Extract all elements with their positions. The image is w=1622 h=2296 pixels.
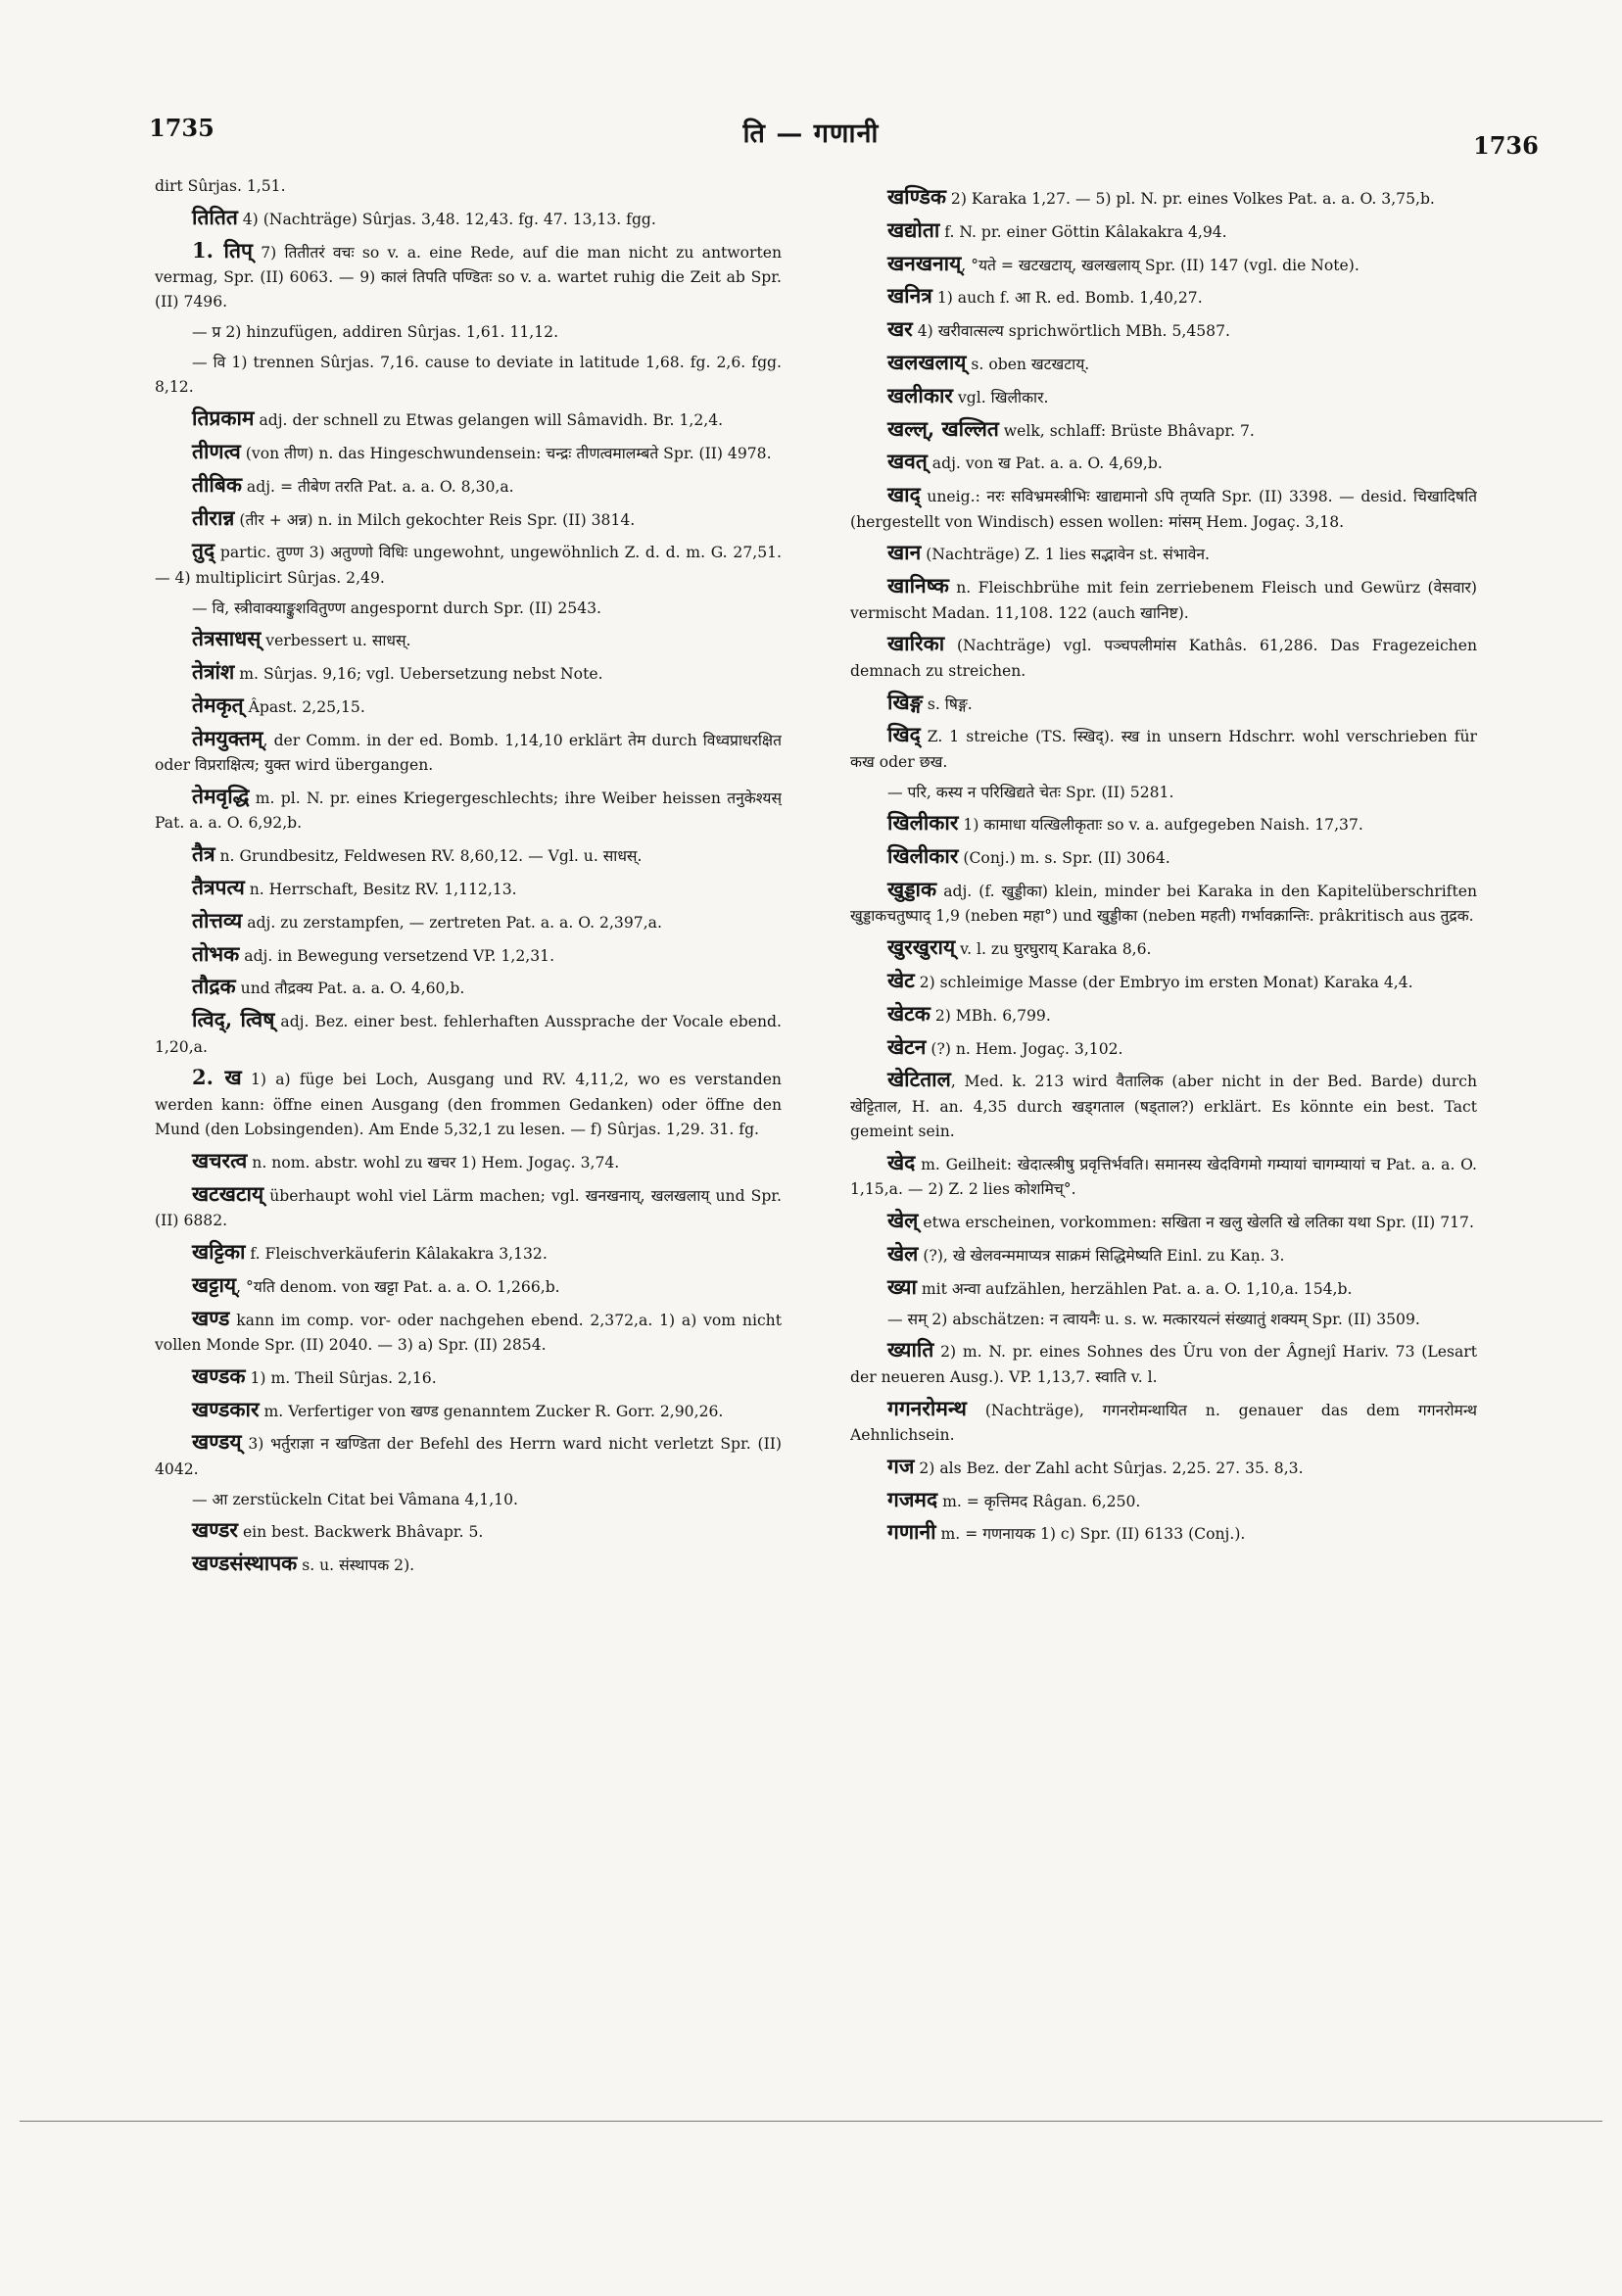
entry-text: kann im comp. vor- oder nachgehen ebend. 2,372,a. 1) a) vom nicht vollen Monde Spr. (II) 2040. — 3) a) Spr. (II) 2854. <box>155 1311 782 1354</box>
dictionary-entry <box>850 1001 1477 1028</box>
dictionary-entry <box>155 1363 782 1391</box>
entry-text: uneig.: नरः सविभ्रमस्त्रीभिः खाद्यमानो ऽपि तृप्यति Spr. (II) 3398. — desid. चिखादिषति (hergestellt von Windisch) essen wollen: मांसम् Hem. Jogaç. 3,18. <box>850 488 1477 531</box>
entry-headword: खण्डिक <box>887 184 946 209</box>
entry-text: 2) MBh. 6,799. <box>930 1006 1051 1025</box>
dictionary-entry <box>850 449 1477 476</box>
dictionary-entry <box>155 1517 782 1545</box>
dictionary-entry <box>850 383 1477 410</box>
entry-text: (?), खे खेलवन्ममाप्यत्र साक्रमं सिद्धिमेष्यति Einl. zu Kaṇ. 3. <box>918 1246 1285 1265</box>
entry-text: mit अन्वा aufzählen, herzählen Pat. a. a. O. 1,10,a. 154,b. <box>916 1279 1353 1298</box>
dictionary-entry <box>850 316 1477 344</box>
page-number-left: 1735 <box>149 114 215 142</box>
entry-text: 7) तितीतरं वचः so v. a. eine Rede, auf die man nicht zu antworten vermag, Spr. (II) 6063. — 9) कालं तिपति पण्डितः so v. a. wartet ruhig die Zeit ab Spr. (II) 7496. <box>155 243 782 311</box>
entry-headword: खारिका <box>887 631 945 656</box>
entry-text: , Med. k. 213 wird वैतालिक (aber nicht in der Bed. Barde) durch खेट्टिताल, H. an. 4,35 durch खड्गताल (षड्ताल?) erklärt. Es könnte ein best. Tact gemeint sein. <box>850 1073 1477 1141</box>
dictionary-entry <box>850 1454 1477 1481</box>
dictionary-entry <box>850 631 1477 684</box>
dictionary-entry <box>155 1488 782 1512</box>
entry-text: adj. Bez. einer best. fehlerhaften Aussprache der Vocale ebend. 1,20,a. <box>155 1013 782 1056</box>
entry-text: vgl. खिलीकार. <box>953 388 1049 407</box>
entry-headword: खलखलाय् <box>887 349 967 374</box>
entry-text: n. Grundbesitz, Feldwesen RV. 8,60,12. — Vgl. u. साधस्. <box>215 847 643 866</box>
entry-text: welk, schlaff: Brüste Bhâvapr. 7. <box>998 421 1255 440</box>
dictionary-entry <box>850 482 1477 535</box>
entry-headword: खण्डकार <box>192 1396 260 1421</box>
entry-headword: खिलीकार <box>887 843 959 869</box>
dictionary-entry <box>850 1396 1477 1449</box>
dictionary-entry <box>850 1067 1477 1144</box>
entry-text: m. = गणनायक 1) c) Spr. (II) 6133 (Conj.). <box>935 1525 1246 1544</box>
entry-text: — आ zerstückeln Citat bei Vâmana 4,1,10. <box>192 1490 518 1508</box>
dictionary-entry <box>155 726 782 779</box>
right-column <box>850 184 1477 1553</box>
entry-text: 2) als Bez. der Zahl acht Sûrjas. 2,25. 27. 35. 8,3. <box>914 1459 1304 1477</box>
dictionary-entry <box>155 908 782 935</box>
dictionary-entry <box>850 1519 1477 1547</box>
entry-text: — सम् 2) abschätzen: न त्वायनैः u. s. w. मत्कारयत्नं संख्यातुं शक्यम् Spr. (II) 3509. <box>887 1310 1420 1328</box>
entry-headword: खद्योता <box>887 216 940 242</box>
entry-headword: तैत्र <box>192 841 215 867</box>
entry-text: etwa erscheinen, vorkommen: सखिता न खलु खेलति खे लतिका यथा Spr. (II) 717. <box>918 1214 1474 1232</box>
entry-text: und तौद्रक्य Pat. a. a. O. 4,60,b. <box>235 980 465 998</box>
entry-headword: खण्डक <box>192 1363 246 1388</box>
dictionary-entry <box>850 781 1477 805</box>
entry-headword: गजमद <box>887 1486 938 1511</box>
dictionary-entry <box>155 1239 782 1267</box>
dictionary-entry <box>155 1397 782 1424</box>
entry-text: n. Herrschaft, Besitz RV. 1,112,13. <box>244 880 517 898</box>
entry-text: partic. तुण्ण 3) अतुण्णो विधिः ungewohnt, ungewöhnlich Z. d. d. m. G. 27,51. — 4) multiplicirt Sûrjas. 2,49. <box>155 544 782 587</box>
dictionary-entry <box>155 1551 782 1578</box>
dictionary-entry <box>850 283 1477 311</box>
entry-text: m. pl. N. pr. eines Kriegergeschlechts; ihre Weiber heissen तनुकेश्यस् Pat. a. a. O. 6,92,b. <box>155 789 782 833</box>
dictionary-entry <box>155 439 782 466</box>
entry-text: ein best. Backwerk Bhâvapr. 5. <box>237 1523 484 1542</box>
entry-text: dirt Sûrjas. 1,51. <box>155 177 286 195</box>
page-number-right: 1736 <box>1473 131 1539 160</box>
entry-headword: 1. तिप् <box>192 237 253 263</box>
entry-text: (Conj.) m. s. Spr. (II) 3064. <box>958 849 1170 868</box>
entry-text: 2) m. N. pr. eines Sohnes des Ûru von der Âgnejî Hariv. 73 (Lesart der neueren Ausg.). VP. 1,13,7. स्वाति v. l. <box>850 1343 1477 1386</box>
entry-text: Z. 1 streiche (TS. स्खिद्). स्ख in unsern Hdschrr. wohl verschrieben für कख oder छख. <box>850 728 1477 771</box>
entry-text: s. u. संस्थापक 2). <box>297 1556 415 1575</box>
entry-text: m. Verfertiger von खण्ड genanntem Zucker R. Gorr. 2,90,26. <box>259 1402 724 1420</box>
dictionary-entry <box>850 540 1477 567</box>
entry-headword: तीणत्व <box>192 439 241 463</box>
dictionary-entry <box>155 351 782 401</box>
entry-text: s. षिङ्ग. <box>922 694 973 713</box>
entry-text: verbessert u. साधस्. <box>261 632 411 650</box>
entry-text: adj. zu zerstampfen, — zertreten Pat. a. a. O. 2,397,a. <box>242 913 662 932</box>
dictionary-entry <box>850 810 1477 837</box>
dictionary-entry <box>155 875 782 902</box>
entry-text: — प्र 2) hinzufügen, addiren Sûrjas. 1,61. 11,12. <box>192 323 559 342</box>
entry-text: adj. (f. खुड्डीका) klein, minder bei Karaka in den Kapitelüberschriften खुड्डाकचतुष्पाद् 1,9 (neben महा°) und खुड्डीका (neben महती) गर्भावक्रान्तिः. prâkritisch aus तुद्रक. <box>850 882 1477 926</box>
entry-text: — परि, कस्य न परिखिद्यते चेतः Spr. (II) 5281. <box>887 783 1174 801</box>
dictionary-entry <box>850 1034 1477 1062</box>
dictionary-entry <box>155 406 782 433</box>
entry-text: 2) Karaka 1,27. — 5) pl. N. pr. eines Volkes Pat. a. a. O. 3,75,b. <box>945 190 1435 208</box>
dictionary-entry <box>850 217 1477 245</box>
dictionary-entry <box>155 693 782 720</box>
entry-text: , der Comm. in der ed. Bomb. 1,14,10 erklärt तेम durch विध्वप्राधरक्षित oder विप्रराक्षित्य; युक्त wird übergangen. <box>155 731 782 775</box>
dictionary-entry <box>155 238 782 315</box>
entry-text: 4) खरीवात्सल्य sprichwörtlich MBh. 5,4587. <box>912 322 1230 341</box>
entry-text: Âpast. 2,25,15. <box>243 697 365 716</box>
entry-text: adj. von ख Pat. a. a. O. 4,69,b. <box>927 454 1163 473</box>
dictionary-entry <box>850 1308 1477 1332</box>
entry-text: adj. in Bewegung versetzend VP. 1,2,31. <box>239 946 555 965</box>
dictionary-entry <box>155 1148 782 1175</box>
entry-headword: खण्ड <box>192 1305 230 1330</box>
entry-headword: तितित <box>192 204 238 229</box>
entry-headword: तेमकृत् <box>192 692 244 717</box>
entry-headword: तेत्रसाधस् <box>192 626 262 651</box>
dictionary-entry <box>155 1181 782 1234</box>
entry-headword: तौद्रक <box>192 974 236 999</box>
entry-text: f. N. pr. einer Göttin Kâlakakra 4,94. <box>939 222 1227 241</box>
entry-headword: तेमयुक्तम् <box>192 725 263 750</box>
entry-text: 2) schleimige Masse (der Embryo im ersten Monat) Karaka 4,4. <box>914 973 1413 991</box>
entry-headword: तीरान्न <box>192 504 235 530</box>
entry-text: adj. der schnell zu Etwas gelangen will Sâmavidh. Br. 1,2,4. <box>254 411 724 430</box>
entry-headword: खान <box>887 540 922 565</box>
entry-headword: गणानी <box>887 1519 936 1545</box>
entry-headword: खेटन <box>887 1033 927 1059</box>
dictionary-entry <box>155 1065 782 1142</box>
entry-headword: खिङ्ग <box>887 689 923 714</box>
dictionary-entry <box>155 941 782 969</box>
entry-text: 4) (Nachträge) Sûrjas. 3,48. 12,43. fg. 47. 13,13. fgg. <box>237 210 656 228</box>
entry-text: v. l. zu घुरघुराय् Karaka 8,6. <box>955 940 1152 959</box>
entry-text: (Nachträge) Z. 1 lies सद्भावेन st. संभावेन. <box>921 546 1210 564</box>
entry-headword: तोत्तव्य <box>192 907 243 933</box>
dictionary-entry <box>850 1337 1477 1390</box>
entry-text: m. Sûrjas. 9,16; vgl. Uebersetzung nebst Note. <box>234 665 603 684</box>
entry-headword: खवत् <box>887 449 928 474</box>
dictionary-entry <box>850 877 1477 930</box>
dictionary-entry <box>850 968 1477 995</box>
entry-headword: खण्डर <box>192 1517 238 1543</box>
entry-headword: खेटक <box>887 1000 930 1026</box>
entry-headword: खुरखुराय् <box>887 934 956 960</box>
entry-headword: ख्या <box>887 1273 917 1299</box>
dictionary-entry <box>155 784 782 837</box>
entry-headword: खनित्र <box>887 283 932 309</box>
entry-headword: खेद <box>887 1149 916 1174</box>
entry-headword: तुद् <box>192 538 215 563</box>
dictionary-entry <box>850 1487 1477 1514</box>
dictionary-entry <box>850 1274 1477 1302</box>
entry-text: n. nom. abstr. wohl zu खचर 1) Hem. Jogaç. 3,74. <box>247 1153 620 1172</box>
entry-text: (von तीण) n. das Hingeschwundensein: चन्द्रः तीणत्वमालम्बते Spr. (II) 4978. <box>240 445 772 462</box>
dictionary-entry <box>850 251 1477 278</box>
entry-text: f. Fleischverkäuferin Kâlakakra 3,132. <box>245 1244 548 1263</box>
entry-text: überhaupt wohl viel Lärm machen; vgl. खनखनाय्, खलखलाय् und Spr. (II) 6882. <box>155 1186 782 1230</box>
left-column <box>155 174 782 1584</box>
entry-headword: खल्ल्, खल्लित <box>887 415 999 441</box>
dictionary-entry <box>850 1208 1477 1235</box>
dictionary-entry <box>850 1241 1477 1268</box>
entry-headword: खण्डय् <box>192 1429 242 1455</box>
dictionary-entry <box>850 722 1477 775</box>
entry-headword: खचरत्व <box>192 1147 248 1172</box>
entry-headword: खट्टिका <box>192 1238 246 1264</box>
dictionary-entry <box>155 472 782 500</box>
dictionary-entry <box>850 416 1477 444</box>
dictionary-entry <box>850 690 1477 717</box>
dictionary-entry <box>155 626 782 653</box>
dictionary-entry <box>850 934 1477 962</box>
entry-text: (तीर + अन्न) n. in Milch gekochter Reis Spr. (II) 3814. <box>234 510 636 529</box>
entry-text: (Nachträge), गगनरोमन्थायित n. genauer das dem गगनरोमन्थ Aehnlichsein. <box>850 1401 1477 1444</box>
entry-text: n. Fleischbrühe mit fein zerriebenem Fleisch und Gewürz (वेसवार) vermischt Madan. 11,108. 122 (auch खानिष्ट). <box>850 579 1477 622</box>
entry-text: 1) m. Theil Sûrjas. 2,16. <box>245 1368 437 1387</box>
entry-headword: खट्टाय् <box>192 1271 237 1297</box>
dictionary-entry <box>850 843 1477 871</box>
entry-text: — वि 1) trennen Sûrjas. 7,16. cause to deviate in latitude 1,68. fg. 2,6. fgg. 8,12. <box>155 354 782 397</box>
entry-headword: खेल् <box>887 1208 919 1233</box>
entry-headword: खण्डसंस्थापक <box>192 1551 298 1576</box>
entry-text: m. = कृत्तिमद Râgan. 6,250. <box>937 1492 1141 1510</box>
entry-headword: खानिष्क <box>887 573 949 598</box>
running-head: ति — गणानी <box>742 119 880 149</box>
entry-headword: गज <box>887 1453 915 1478</box>
dictionary-entry <box>155 841 782 869</box>
entry-text: , °यति denom. von खट्टा Pat. a. a. O. 1,266,b. <box>236 1277 560 1296</box>
entry-headword: खर <box>887 316 913 342</box>
entry-headword: खुड्डाक <box>887 876 937 901</box>
dictionary-entry <box>850 350 1477 377</box>
entry-text: (Nachträge) vgl. पञ्चपलीमांस Kathâs. 61,286. Das Fragezeichen demnach zu streichen. <box>850 637 1477 680</box>
dictionary-entry <box>155 1429 782 1482</box>
entry-headword: खिलीकार <box>887 810 959 836</box>
entry-headword: खटखटाय् <box>192 1180 264 1206</box>
entry-headword: खेट <box>887 967 915 992</box>
dictionary-entry <box>155 538 782 591</box>
dictionary-entry <box>155 1306 782 1359</box>
dictionary-entry <box>155 974 782 1001</box>
entry-text: 3) भर्तुराज्ञा न खण्डिता der Befehl des Herrn ward nicht verletzt Spr. (II) 4042. <box>155 1435 782 1478</box>
entry-headword: खनखनाय् <box>887 250 962 275</box>
entry-headword: तेमवृद्धि <box>192 783 250 808</box>
entry-headword: 2. ख <box>192 1065 242 1090</box>
dictionary-entry <box>155 1272 782 1300</box>
dictionary-entry <box>155 174 782 199</box>
dictionary-entry <box>155 1007 782 1060</box>
entry-headword: ख्याति <box>887 1337 934 1363</box>
entry-text: 1) auch f. आ R. ed. Bomb. 1,40,27. <box>931 289 1203 308</box>
entry-text: 1) a) füge bei Loch, Ausgang und RV. 4,11,2, wo es verstanden werden kann: öffne einen Ausgang (den frommen Gedanken) oder öffne den Mund (den Lobsingenden). Am Ende 5,32,1 zu lesen. — f) Sûrjas. 1,29. 31. fg. <box>155 1071 782 1139</box>
entry-headword: खिद् <box>887 722 921 747</box>
entry-headword: तिप्रकाम <box>192 406 255 431</box>
dictionary-entry <box>155 659 782 687</box>
entry-text: 1) कामाधा यत्खिलीकृताः so v. a. aufgegeben Naish. 17,37. <box>958 816 1363 835</box>
entry-headword: तेत्रांश <box>192 659 235 685</box>
entry-text: s. oben खटखटाय्. <box>966 355 1090 373</box>
entry-headword: तीबिक <box>192 471 242 497</box>
dictionary-entry <box>155 320 782 345</box>
dictionary-entry <box>155 505 782 533</box>
entry-headword: खेटिताल <box>887 1067 951 1092</box>
entry-headword: त्विद्, त्विष् <box>192 1007 275 1032</box>
entry-headword: गगनरोमन्थ <box>887 1395 967 1420</box>
entry-headword: खेल <box>887 1240 919 1266</box>
footer-rule <box>20 2121 1602 2122</box>
entry-text: adj. = तीबेण तरति Pat. a. a. O. 8,30,a. <box>241 477 514 496</box>
entry-headword: तैत्रपत्य <box>192 874 245 899</box>
dictionary-entry <box>155 205 782 232</box>
entry-headword: तोभक <box>192 940 240 966</box>
entry-text: (?) n. Hem. Jogaç. 3,102. <box>926 1039 1123 1058</box>
entry-headword: खलीकार <box>887 382 954 407</box>
dictionary-entry <box>155 597 782 621</box>
entry-text: — वि, स्त्रीवाक्याङ्कुशवितुण्ण angespornt durch Spr. (II) 2543. <box>192 598 601 617</box>
entry-text: m. Geilheit: खेदात्स्त्रीषु प्रवृत्तिर्भवति। समानस्य खेदविगमो गम्यायां चागम्यायां च Pat. a. a. O. 1,15,a. — 2) Z. 2 lies कोशमिच्°. <box>850 1155 1477 1199</box>
dictionary-entry <box>850 573 1477 626</box>
dictionary-entry <box>850 184 1477 212</box>
entry-text: , °यते = खटखटाय्, खलखलाय् Spr. (II) 147 (vgl. die Note). <box>961 256 1360 274</box>
entry-headword: खाद् <box>887 482 921 507</box>
dictionary-entry <box>850 1150 1477 1203</box>
